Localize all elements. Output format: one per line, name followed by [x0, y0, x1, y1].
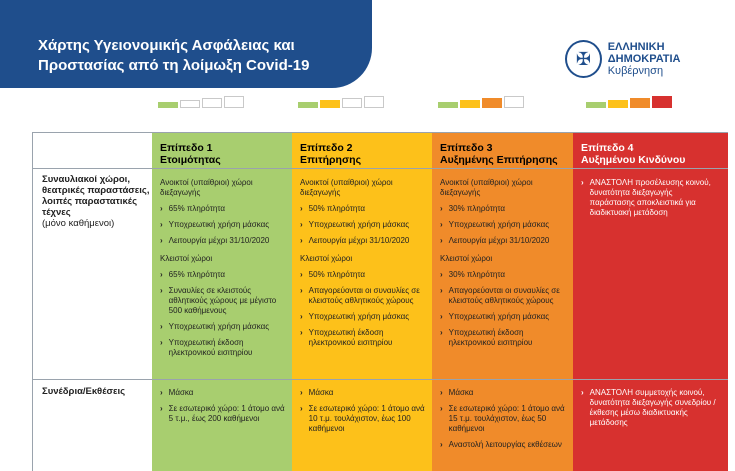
level-number: Επίπεδο 2	[300, 142, 353, 154]
list-item: › Υποχρεωτική χρήση μάσκας	[440, 312, 566, 322]
cell-conferences-level-1	[160, 388, 286, 430]
list-item: › Σε εσωτερικό χώρο: 1 άτομο ανά 5 τ.μ., έως 200 καθήμενοι	[160, 404, 286, 424]
indicator-step	[460, 100, 480, 108]
indicator-step	[342, 98, 362, 108]
indicator-step	[320, 100, 340, 108]
cell-concerts-level-2	[300, 178, 426, 354]
indicator-step	[224, 96, 244, 108]
list-item: › Απαγορεύονται οι συναυλίες σε κλειστούς αθλητικούς χώρους	[300, 286, 426, 306]
table-divider	[32, 168, 728, 169]
level-2-indicator	[298, 96, 384, 108]
table-divider	[32, 132, 33, 471]
list-item: › 30% πληρότητα	[440, 204, 566, 214]
cell-concerts-level-4	[581, 178, 719, 224]
row-label-conferences	[42, 386, 150, 397]
list-item: › Υποχρεωτική έκδοση ηλεκτρονικού εισιτηρίου	[300, 328, 426, 348]
logo-line-2: Κυβέρνηση	[607, 65, 664, 77]
list-item: › Υποχρεωτική χρήση μάσκας	[160, 322, 286, 332]
list-item: › Υποχρεωτική χρήση μάσκας	[300, 220, 426, 230]
list-item: › Σε εσωτερικό χώρο: 1 άτομο ανά 15 τ.μ. τουλάχιστον, έως 50 καθήμενοι	[440, 404, 566, 434]
level-4-indicator	[586, 96, 672, 108]
indicator-step	[158, 102, 178, 108]
row-label-column	[32, 132, 152, 471]
list-item: › 65% πληρότητα	[160, 204, 286, 214]
level-4-title	[581, 142, 685, 166]
list-item: › 65% πληρότητα	[160, 270, 286, 280]
level-number: Επίπεδο 4	[581, 142, 634, 154]
row-sublabel-text: (μόνο καθήμενοι)	[42, 218, 115, 229]
list-item: › 30% πληρότητα	[440, 270, 566, 280]
list-item: › Λειτουργία μέχρι 31/10/2020	[300, 236, 426, 246]
level-name: Αυξημένης Επιτήρησης	[440, 154, 558, 166]
level-2-column	[292, 132, 432, 471]
list-item: › Απαγορεύονται οι συναυλίες σε κλειστούς αθλητικούς χώρους	[440, 286, 566, 306]
list-item: › 50% πληρότητα	[300, 270, 426, 280]
level-4-column	[573, 132, 728, 471]
list-item: › Υποχρεωτική έκδοση ηλεκτρονικού εισιτηρίου	[440, 328, 566, 348]
row-label-text: Συνέδρια/Εκθέσεις	[42, 386, 126, 397]
list-item: › Μάσκα	[160, 388, 286, 398]
indicator-step	[504, 96, 524, 108]
list-item: › Συναυλίες σε κλειστούς αθλητικούς χώρους με μέγιστο 500 καθήμενους	[160, 286, 286, 316]
indicator-step	[202, 98, 222, 108]
logo-line-1: ΕΛΛΗΝΙΚΗ ΔΗΜΟΚΡΑΤΙΑ	[607, 41, 681, 65]
list-item: › 50% πληρότητα	[300, 204, 426, 214]
row-label-concerts	[42, 174, 150, 229]
level-number: Επίπεδο 1	[160, 142, 213, 154]
table-divider	[32, 379, 728, 380]
cell-intro: Ανοικτοί (υπαίθριοι) χώροι διεξαγωγής	[300, 178, 393, 197]
level-name: Αυξημένου Κινδύνου	[581, 154, 686, 166]
page-title	[38, 36, 368, 76]
list-item: › Μάσκα	[300, 388, 426, 398]
list-item: › ΑΝΑΣΤΟΛΗ προσέλευσης κοινού, δυνατότητα διεξαγωγής παράστασης αποκλειστικά για διαδικτυακή μετάδοση	[581, 178, 719, 218]
indicator-step	[608, 100, 628, 108]
header-banner	[0, 0, 372, 88]
indicator-step	[364, 96, 384, 108]
cell-conferences-level-2	[300, 388, 426, 440]
greek-seal-icon: ✠	[565, 40, 602, 78]
cell-conferences-level-3	[440, 388, 566, 456]
cell-intro: Ανοικτοί (υπαίθριοι) χώροι διεξαγωγής	[160, 178, 253, 197]
cell-subheading: Κλειστοί χώροι	[300, 254, 353, 263]
indicator-step	[630, 98, 650, 108]
cell-subheading: Κλειστοί χώροι	[440, 254, 493, 263]
indicator-step	[586, 102, 606, 108]
level-name: Ετοιμότητας	[160, 154, 221, 166]
cell-concerts-level-3	[440, 178, 566, 354]
level-3-indicator	[438, 96, 524, 108]
indicator-step	[652, 96, 672, 108]
level-name: Επιτήρησης	[300, 154, 362, 166]
list-item: › Υποχρεωτική χρήση μάσκας	[160, 220, 286, 230]
level-1-indicator	[158, 96, 244, 108]
table-divider	[32, 132, 728, 133]
level-number: Επίπεδο 3	[440, 142, 493, 154]
list-item: › Υποχρεωτική χρήση μάσκας	[440, 220, 566, 230]
list-item: › Υποχρεωτική χρήση μάσκας	[300, 312, 426, 322]
level-2-title	[300, 142, 361, 166]
cell-conferences-level-4	[581, 388, 719, 434]
level-3-title	[440, 142, 558, 166]
list-item: › Μάσκα	[440, 388, 566, 398]
row-label-text: Συναυλιακοί χώροι, θεατρικές παραστάσεις, λοιπές παραστατικές τέχνες	[42, 174, 150, 218]
indicator-step	[438, 102, 458, 108]
list-item: › Υποχρεωτική έκδοση ηλεκτρονικού εισιτηρίου	[160, 338, 286, 358]
government-logo	[565, 40, 735, 78]
indicator-step	[180, 100, 200, 108]
title-line-1: Χάρτης Υγειονομικής Ασφάλειας και	[38, 37, 295, 54]
cell-concerts-level-1	[160, 178, 286, 364]
list-item: › Λειτουργία μέχρι 31/10/2020	[440, 236, 566, 246]
list-item: › Αναστολή λειτουργίας εκθέσεων	[440, 440, 566, 450]
level-1-column	[152, 132, 292, 471]
list-item: › ΑΝΑΣΤΟΛΗ συμμετοχής κοινού, δυνατότητα διεξαγωγής συνεδρίου / έκθεσης μέσω διαδικτυακής μετάδοσης	[581, 388, 719, 428]
indicator-step	[298, 102, 318, 108]
cell-subheading: Κλειστοί χώροι	[160, 254, 213, 263]
measures-table	[32, 132, 728, 471]
indicator-step	[482, 98, 502, 108]
title-line-2: Προστασίας από τη λοίμωξη Covid-19	[38, 57, 310, 74]
cell-intro: Ανοικτοί (υπαίθριοι) χώροι διεξαγωγής	[440, 178, 533, 197]
list-item: › Λειτουργία μέχρι 31/10/2020	[160, 236, 286, 246]
level-3-column	[432, 132, 573, 471]
list-item: › Σε εσωτερικό χώρο: 1 άτομο ανά 10 τ.μ. τουλάχιστον, έως 100 καθήμενοι	[300, 404, 426, 434]
level-1-title	[160, 142, 221, 166]
